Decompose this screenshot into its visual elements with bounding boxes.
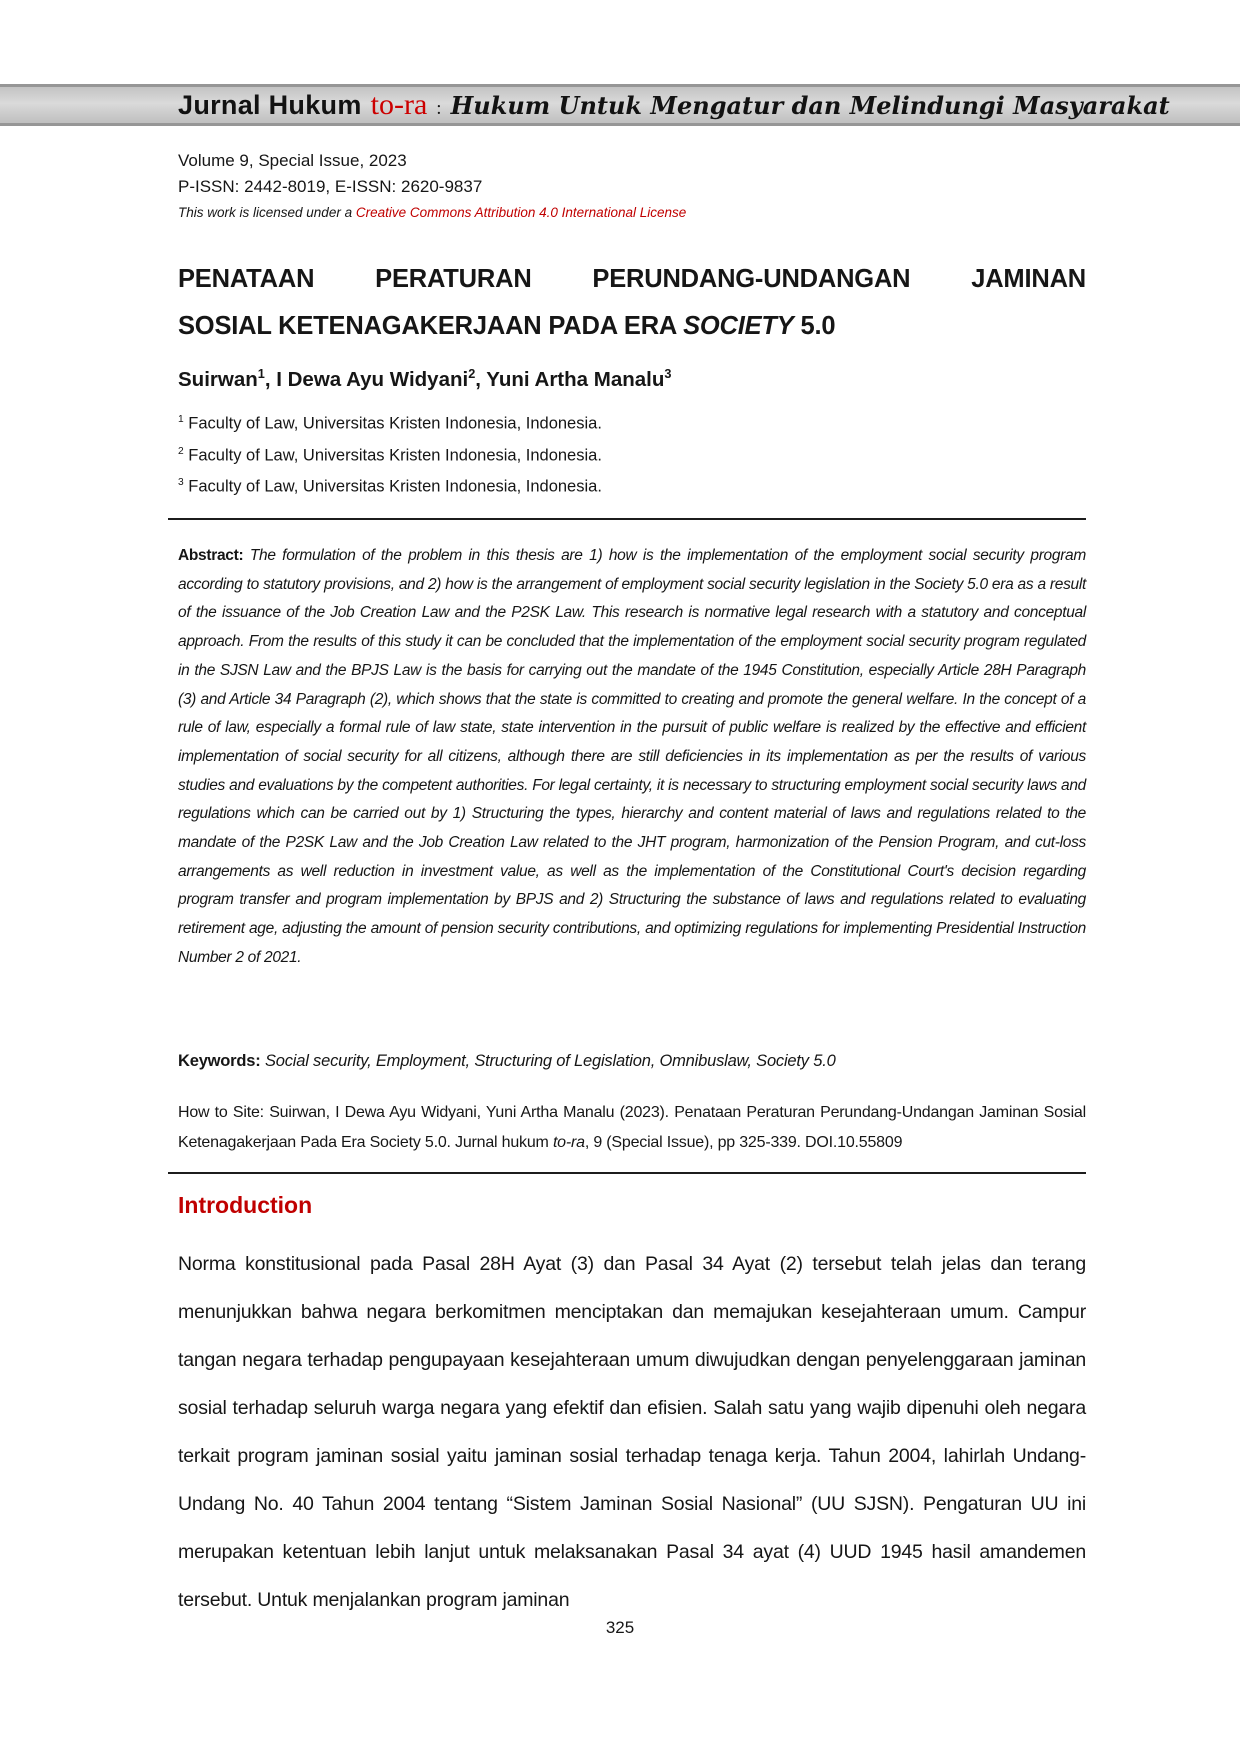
- citation-prefix: How to Site: Suirwan, I Dewa Ayu Widyani, Yuni Artha Manalu (2023). Penataan Peraturan Perundang-Undangan Jaminan Sosial Ketenagakerjaan Pada Era Society 5.0. Jurnal hukum: [178, 1104, 1086, 1151]
- affiliation-item: [178, 469, 1086, 501]
- keywords-text: Social security, Employment, Structuring of Legislation, Omnibuslaw, Society 5.0: [264, 1052, 836, 1070]
- volume-line: Volume 9, Special Issue, 2023: [178, 151, 407, 170]
- license-link[interactable]: Creative Commons Attribution 4.0 International License: [355, 205, 687, 220]
- issn-line: P-ISSN: 2442-8019, E-ISSN: 2620-9837: [178, 177, 483, 196]
- journal-tagline: Hukum Untuk Mengatur dan Melindungi Masyarakat: [450, 91, 1170, 120]
- author-name: Yuni Artha Manalu: [486, 367, 665, 391]
- citation-paragraph: [178, 1098, 1086, 1158]
- affiliation-item: [178, 438, 1086, 470]
- journal-name-accent: to-ra: [370, 88, 428, 121]
- license-line: [178, 205, 1086, 220]
- introduction-heading: Introduction: [178, 1192, 313, 1218]
- abstract-label: Abstract:: [178, 547, 250, 564]
- citation-suffix: , 9 (Special Issue), pp 325-339. DOI.10.55809: [584, 1134, 903, 1151]
- title-line2-post: 5.0: [793, 312, 836, 340]
- affiliation-superscript: 1: [178, 414, 184, 425]
- journal-name: Jurnal Hukum: [178, 90, 362, 120]
- affiliation-superscript: 3: [178, 477, 184, 488]
- affiliation-text: Faculty of Law, Universitas Kristen Indonesia, Indonesia.: [183, 414, 602, 433]
- keywords-line: [178, 1052, 1086, 1071]
- section-divider-bottom: [168, 1172, 1086, 1174]
- section-divider-top: [168, 518, 1086, 520]
- author-name: Suirwan: [178, 367, 258, 391]
- author-superscript: 2: [468, 366, 476, 381]
- article-title: [178, 256, 1086, 350]
- license-prefix: This work is licensed under a: [178, 205, 356, 220]
- journal-masthead: [0, 88, 1170, 122]
- keywords-label: Keywords:: [178, 1052, 265, 1070]
- title-line2-pre: SOSIAL KETENAGAKERJAAN PADA ERA: [178, 312, 684, 340]
- author-superscript: 3: [664, 366, 672, 381]
- author: [486, 368, 671, 391]
- author-separator: ,: [475, 367, 487, 391]
- affiliation-text: Faculty of Law, Universitas Kristen Indonesia, Indonesia.: [183, 477, 602, 496]
- abstract-paragraph: [178, 542, 1086, 973]
- author-name: I Dewa Ayu Widyani: [276, 367, 469, 391]
- author: [178, 368, 276, 391]
- authors-line: [178, 366, 1086, 392]
- issue-meta: [178, 148, 1086, 220]
- citation-journal-italic: to-ra: [552, 1134, 585, 1151]
- affiliation-item: [178, 406, 1086, 438]
- affiliation-superscript: 2: [178, 445, 184, 457]
- title-line2-italic: SOCIETY: [683, 312, 794, 340]
- page-number: 325: [605, 1618, 635, 1637]
- affiliation-text: Faculty of Law, Universitas Kristen Indonesia, Indonesia.: [183, 446, 602, 464]
- article-title-line-1: PENATAAN PERATURAN PERUNDANG-UNDANGAN JAMINAN: [178, 265, 1086, 293]
- author-separator: ,: [264, 367, 277, 391]
- journal-header-bar: [0, 84, 1240, 126]
- journal-name-separator: :: [436, 98, 442, 119]
- author-superscript: 1: [257, 366, 265, 381]
- abstract-text: The formulation of the problem in this thesis are 1) how is the implementation of the employment social security program according to statutory provisions, and 2) how is the arrangement of employment social security legislation in the Society 5.0 era as a result of the issuance of the Job Creation Law and the P2SK Law. This research is normative legal research with a statutory and conceptual approach. From the results of this study it can be concluded that the implementation of the employment social security program regulated in the SJSN Law and the BPJS Law is the basis for carrying out the mandate of the 1945 Constitution, especially Article 28H Paragraph (3) and Article 34 Paragraph (2), which shows that the state is committed to creating and promote the general welfare. In the concept of a rule of law, especially a formal rule of law state, state intervention in the pursuit of public welfare is realized by the effective and efficient implementation of social security for all citizens, although there are still deficiencies in its implementation as per the results of various studies and evaluations by the competent authorities. For legal certainty, it is necessary to structuring employment social security laws and regulations which can be carried out by 1) Structuring the types, hierarchy and content material of laws and regulations related to the mandate of the P2SK Law and the Job Creation Law related to the JHT program, harmonization of the Pension Program, and cut-loss arrangements as well reduction in investment value, as well as the implementation of the Constitutional Court's decision regarding program transfer and program implementation by BPJS and 2) Structuring the substance of laws and regulations related to evaluating retirement age, adjusting the amount of pension security contributions, and optimizing regulations for implementing Presidential Instruction Number 2 of 2021.: [178, 547, 1086, 966]
- author: [276, 368, 486, 391]
- article-title-line-2: [178, 303, 1086, 350]
- introduction-paragraph: Norma konstitusional pada Pasal 28H Ayat (3) dan Pasal 34 Ayat (2) tersebut telah jelas dan terang menunjukkan bahwa negara berkomitmen menciptakan dan memajukan kesejahteraan umum. Campur tangan negara terhadap pengupayaan kesejahteraan umum diwujudkan dengan penyelenggaraan jaminan sosial terhadap seluruh warga negara yang efektif dan efisien. Salah satu yang wajib dipenuhi oleh negara terkait program jaminan sosial yaitu jaminan sosial terhadap tenaga kerja. Tahun 2004, lahirlah Undang-Undang No. 40 Tahun 2004 tentang “Sistem Jaminan Sosial Nasional” (UU SJSN). Pengaturan UU ini merupakan ketentuan lebih lanjut untuk melaksanakan Pasal 34 ayat (4) UUD 1945 hasil amandemen tersebut. Untuk menjalankan program jaminan: [178, 1253, 1086, 1611]
- affiliations: [178, 406, 1086, 501]
